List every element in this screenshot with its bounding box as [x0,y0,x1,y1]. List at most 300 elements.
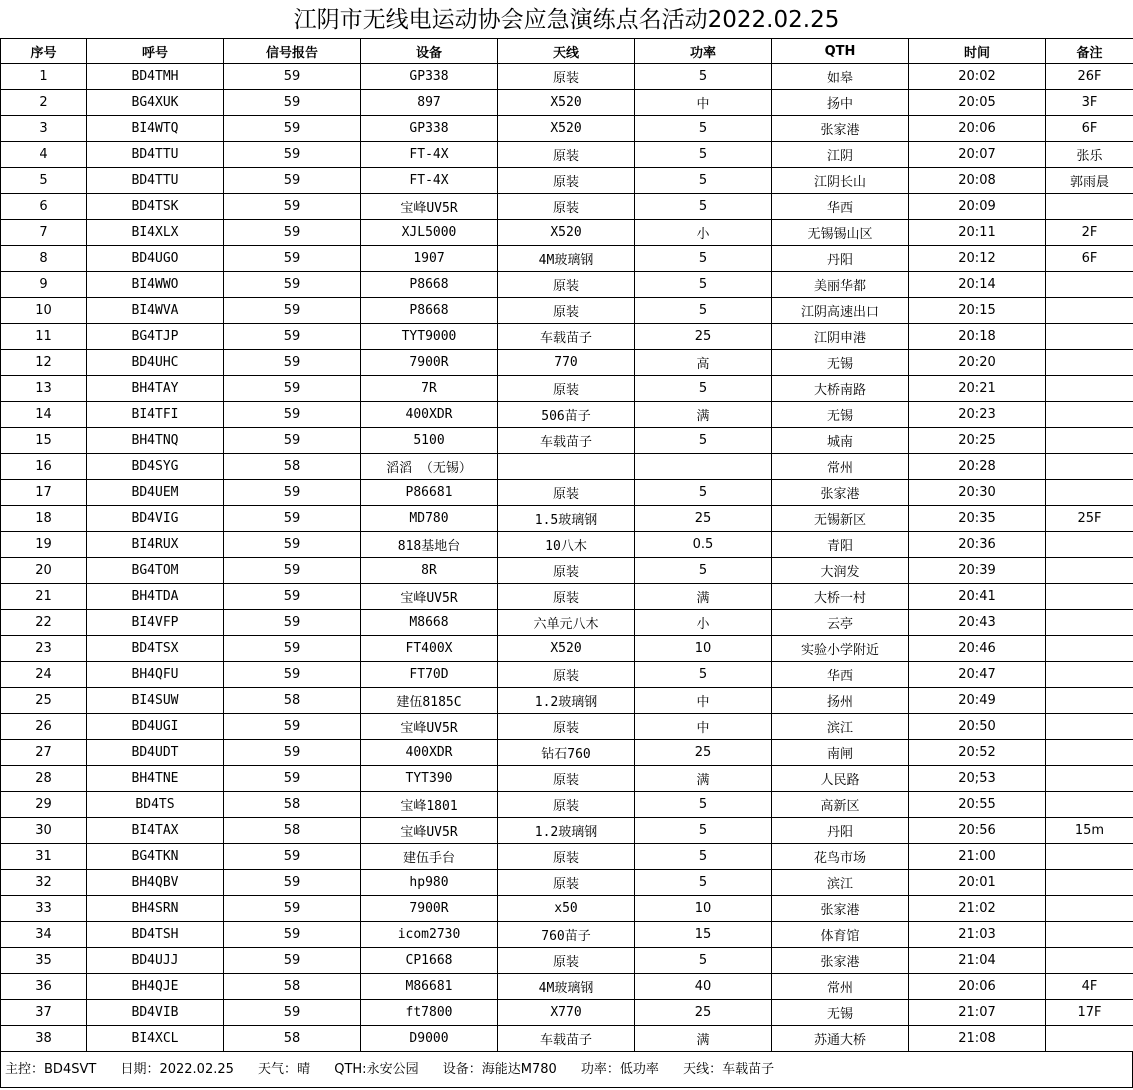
cell-remarks [1046,350,1133,376]
cell-time: 20:05 [909,90,1046,116]
cell-signal-report: 58 [224,818,361,844]
cell-callsign: BD4TTU [87,168,224,194]
cell-time: 20:52 [909,740,1046,766]
cell-index: 28 [1,766,87,792]
cell-qth: 城南 [772,428,909,454]
cell-power: 5 [635,142,772,168]
cell-remarks [1046,948,1133,974]
cell-remarks [1046,662,1133,688]
cell-qth: 常州 [772,974,909,1000]
cell-power: 5 [635,272,772,298]
cell-equipment: FT400X [361,636,498,662]
cell-signal-report: 59 [224,636,361,662]
col-header-time: 时间 [909,39,1046,64]
cell-remarks: 4F [1046,974,1133,1000]
cell-remarks [1046,194,1133,220]
cell-index: 22 [1,610,87,636]
cell-signal-report: 58 [224,1026,361,1052]
cell-callsign: BI4RUX [87,532,224,558]
table-row [1,506,1133,532]
cell-power: 小 [635,610,772,636]
cell-qth: 张家港 [772,116,909,142]
cell-qth: 体育馆 [772,922,909,948]
cell-qth: 江阴申港 [772,324,909,350]
cell-power: 5 [635,792,772,818]
cell-antenna: 原装 [498,558,635,584]
cell-power: 中 [635,688,772,714]
col-header-signal-report: 信号报告 [224,39,361,64]
cell-remarks [1046,376,1133,402]
cell-remarks: 3F [1046,90,1133,116]
cell-callsign: BD4TS [87,792,224,818]
cell-qth: 无锡新区 [772,506,909,532]
footer-qth-label: QTH: [334,1062,367,1077]
cell-antenna: 770 [498,350,635,376]
cell-signal-report: 59 [224,870,361,896]
cell-index: 10 [1,298,87,324]
cell-power: 5 [635,844,772,870]
cell-power: 5 [635,116,772,142]
cell-antenna: 原装 [498,142,635,168]
cell-remarks: 2F [1046,220,1133,246]
cell-callsign: BH4TAY [87,376,224,402]
cell-remarks [1046,454,1133,480]
cell-equipment: FT-4X [361,142,498,168]
table-row [1,818,1133,844]
cell-callsign: BI4WVA [87,298,224,324]
cell-power: 5 [635,298,772,324]
cell-index: 25 [1,688,87,714]
cell-remarks: 26F [1046,64,1133,90]
cell-equipment: GP338 [361,116,498,142]
cell-antenna: X520 [498,636,635,662]
cell-time: 21:03 [909,922,1046,948]
cell-power: 15 [635,922,772,948]
cell-antenna: 六单元八木 [498,610,635,636]
footer-weather-label: 天气： [258,1062,298,1077]
cell-equipment: M86681 [361,974,498,1000]
cell-remarks [1046,402,1133,428]
cell-remarks [1046,792,1133,818]
cell-callsign: BH4TDA [87,584,224,610]
table-row [1,194,1133,220]
cell-power: 满 [635,766,772,792]
cell-time: 20:50 [909,714,1046,740]
cell-antenna: 760苗子 [498,922,635,948]
cell-antenna: 原装 [498,714,635,740]
cell-qth: 人民路 [772,766,909,792]
cell-time: 21:00 [909,844,1046,870]
sheet-title: 江阴市无线电运动协会应急演练点名活动2022.02.25 [293,7,840,33]
cell-equipment: hp980 [361,870,498,896]
cell-time: 20:30 [909,480,1046,506]
cell-signal-report: 59 [224,350,361,376]
cell-remarks [1046,844,1133,870]
cell-signal-report: 58 [224,688,361,714]
cell-power: 小 [635,220,772,246]
cell-time: 20:56 [909,818,1046,844]
cell-antenna: 1.5玻璃钢 [498,506,635,532]
cell-remarks [1046,740,1133,766]
table-row [1,974,1133,1000]
cell-index: 37 [1,1000,87,1026]
cell-qth: 华西 [772,194,909,220]
cell-time: 20:39 [909,558,1046,584]
cell-time: 20:21 [909,376,1046,402]
cell-signal-report: 59 [224,168,361,194]
cell-power: 高 [635,350,772,376]
cell-time: 20:12 [909,246,1046,272]
cell-equipment: TYT9000 [361,324,498,350]
cell-equipment: 400XDR [361,740,498,766]
cell-power: 5 [635,818,772,844]
cell-signal-report: 59 [224,324,361,350]
cell-qth: 华西 [772,662,909,688]
cell-power: 满 [635,1026,772,1052]
cell-signal-report: 59 [224,740,361,766]
cell-equipment: GP338 [361,64,498,90]
cell-time: 20:09 [909,194,1046,220]
cell-equipment: 1907 [361,246,498,272]
cell-callsign: BD4TSX [87,636,224,662]
cell-equipment: CP1668 [361,948,498,974]
cell-callsign: BI4VFP [87,610,224,636]
cell-signal-report: 59 [224,766,361,792]
table-row [1,1000,1133,1026]
cell-time: 20:20 [909,350,1046,376]
cell-equipment: FT-4X [361,168,498,194]
cell-index: 11 [1,324,87,350]
cell-index: 27 [1,740,87,766]
table-row [1,792,1133,818]
cell-remarks [1046,610,1133,636]
cell-antenna: 1.2玻璃钢 [498,818,635,844]
cell-index: 15 [1,428,87,454]
table-row [1,90,1133,116]
cell-qth: 无锡锡山区 [772,220,909,246]
cell-callsign: BD4UGI [87,714,224,740]
cell-index: 17 [1,480,87,506]
cell-time: 20:11 [909,220,1046,246]
table-row [1,948,1133,974]
table-row [1,688,1133,714]
table-row [1,324,1133,350]
cell-equipment: 宝峰UV5R [361,584,498,610]
cell-signal-report: 59 [224,584,361,610]
cell-callsign: BI4WWO [87,272,224,298]
table-row [1,870,1133,896]
cell-callsign: BD4UEM [87,480,224,506]
cell-qth: 张家港 [772,948,909,974]
cell-callsign: BI4TAX [87,818,224,844]
table-row [1,272,1133,298]
cell-qth: 大润发 [772,558,909,584]
cell-time: 21:04 [909,948,1046,974]
cell-antenna: 原装 [498,298,635,324]
cell-signal-report: 59 [224,142,361,168]
cell-index: 13 [1,376,87,402]
cell-signal-report: 59 [224,558,361,584]
cell-antenna: 钻石760 [498,740,635,766]
table-row [1,298,1133,324]
cell-callsign: BI4SUW [87,688,224,714]
cell-qth: 丹阳 [772,246,909,272]
cell-power: 5 [635,870,772,896]
cell-qth: 张家港 [772,896,909,922]
cell-power: 40 [635,974,772,1000]
cell-index: 26 [1,714,87,740]
table-row [1,896,1133,922]
cell-callsign: BD4UGO [87,246,224,272]
cell-power: 满 [635,584,772,610]
table-row [1,584,1133,610]
col-header-qth: QTH [772,39,909,64]
cell-equipment: 建伍8185C [361,688,498,714]
cell-qth: 大桥南路 [772,376,909,402]
cell-power: 5 [635,168,772,194]
cell-equipment: 7900R [361,896,498,922]
cell-remarks: 6F [1046,246,1133,272]
cell-power: 5 [635,662,772,688]
cell-power: 5 [635,376,772,402]
cell-callsign: BI4TFI [87,402,224,428]
cell-time: 20:01 [909,870,1046,896]
cell-antenna: 车载苗子 [498,324,635,350]
cell-antenna: 原装 [498,480,635,506]
cell-antenna: 原装 [498,766,635,792]
cell-power: 25 [635,324,772,350]
footer-weather: 晴 [297,1062,311,1077]
cell-remarks [1046,688,1133,714]
cell-signal-report: 59 [224,1000,361,1026]
cell-time: 20:55 [909,792,1046,818]
cell-signal-report: 59 [224,272,361,298]
cell-power: 25 [635,740,772,766]
cell-index: 9 [1,272,87,298]
cell-qth: 大桥一村 [772,584,909,610]
cell-remarks: 15m [1046,818,1133,844]
cell-index: 4 [1,142,87,168]
cell-qth: 美丽华都 [772,272,909,298]
cell-signal-report: 59 [224,402,361,428]
cell-signal-report: 59 [224,714,361,740]
cell-remarks [1046,298,1133,324]
cell-time: 20:47 [909,662,1046,688]
cell-remarks: 郭雨晨 [1046,168,1133,194]
cell-callsign: BD4UDT [87,740,224,766]
cell-qth: 扬中 [772,90,909,116]
cell-antenna: 原装 [498,584,635,610]
cell-qth: 滨江 [772,870,909,896]
cell-signal-report: 59 [224,610,361,636]
cell-callsign: BH4TNQ [87,428,224,454]
cell-remarks [1046,480,1133,506]
cell-callsign: BG4TOM [87,558,224,584]
cell-index: 32 [1,870,87,896]
cell-time: 20:18 [909,324,1046,350]
cell-equipment: P8668 [361,298,498,324]
cell-antenna: X770 [498,1000,635,1026]
cell-equipment: FT70D [361,662,498,688]
cell-signal-report: 59 [224,948,361,974]
cell-index: 33 [1,896,87,922]
cell-equipment: icom2730 [361,922,498,948]
cell-antenna: X520 [498,90,635,116]
cell-callsign: BD4VIG [87,506,224,532]
cell-remarks [1046,324,1133,350]
cell-antenna: 506苗子 [498,402,635,428]
cell-antenna: 原装 [498,272,635,298]
cell-power: 25 [635,506,772,532]
cell-remarks [1046,1026,1133,1052]
footer-date: 2022.02.25 [159,1062,234,1077]
table-row [1,766,1133,792]
cell-power: 0.5 [635,532,772,558]
cell-antenna: 原装 [498,376,635,402]
cell-antenna: 4M玻璃钢 [498,974,635,1000]
cell-signal-report: 59 [224,506,361,532]
footer-host-label: 主控： [5,1062,45,1077]
cell-callsign: BG4XUK [87,90,224,116]
cell-remarks: 张乐 [1046,142,1133,168]
footer-power-label: 功率： [580,1062,620,1077]
cell-remarks [1046,896,1133,922]
cell-power: 5 [635,480,772,506]
cell-callsign: BI4WTQ [87,116,224,142]
cell-antenna: 原装 [498,792,635,818]
cell-qth: 张家港 [772,480,909,506]
cell-time: 21:02 [909,896,1046,922]
cell-remarks [1046,636,1133,662]
cell-signal-report: 58 [224,974,361,1000]
cell-signal-report: 59 [224,298,361,324]
cell-signal-report: 59 [224,844,361,870]
cell-antenna: 10八木 [498,532,635,558]
cell-callsign: BH4QJE [87,974,224,1000]
cell-callsign: BG4TJP [87,324,224,350]
cell-signal-report: 59 [224,376,361,402]
cell-time: 20:41 [909,584,1046,610]
cell-power: 5 [635,428,772,454]
cell-signal-report: 59 [224,428,361,454]
footer-power: 低功率 [619,1062,659,1077]
cell-qth: 无锡 [772,1000,909,1026]
cell-signal-report: 59 [224,194,361,220]
cell-equipment: P8668 [361,272,498,298]
table-row [1,662,1133,688]
table-row [1,844,1133,870]
cell-time: 20:06 [909,974,1046,1000]
cell-signal-report: 59 [224,90,361,116]
cell-qth: 无锡 [772,402,909,428]
cell-equipment: P86681 [361,480,498,506]
cell-callsign: BH4SRN [87,896,224,922]
cell-equipment: XJL5000 [361,220,498,246]
footer-summary [0,1052,1133,1088]
cell-qth: 滨江 [772,714,909,740]
cell-time: 20:02 [909,64,1046,90]
cell-callsign: BD4SYG [87,454,224,480]
col-header-power: 功率 [635,39,772,64]
cell-signal-report: 59 [224,246,361,272]
cell-index: 19 [1,532,87,558]
cell-qth: 实验小学附近 [772,636,909,662]
cell-equipment: 宝峰1801 [361,792,498,818]
cell-signal-report: 59 [224,116,361,142]
cell-qth: 常州 [772,454,909,480]
cell-qth: 云亭 [772,610,909,636]
cell-index: 1 [1,64,87,90]
header-row [1,39,1133,64]
cell-remarks [1046,272,1133,298]
footer-host: BD4SVT [44,1062,97,1077]
cell-power: 5 [635,948,772,974]
cell-qth: 江阴 [772,142,909,168]
cell-time: 20:23 [909,402,1046,428]
cell-signal-report: 58 [224,454,361,480]
cell-power: 5 [635,558,772,584]
cell-index: 5 [1,168,87,194]
cell-equipment: M8668 [361,610,498,636]
cell-equipment: 建伍手台 [361,844,498,870]
checkin-table [0,38,1133,1052]
cell-remarks [1046,766,1133,792]
col-header-index: 序号 [1,39,87,64]
table-row [1,636,1133,662]
cell-time: 20:46 [909,636,1046,662]
cell-antenna: 原装 [498,194,635,220]
cell-remarks [1046,532,1133,558]
footer-equip: 海能达M780 [481,1062,557,1077]
cell-power: 10 [635,896,772,922]
cell-index: 16 [1,454,87,480]
cell-index: 6 [1,194,87,220]
cell-time: 21:08 [909,1026,1046,1052]
cell-index: 35 [1,948,87,974]
cell-index: 20 [1,558,87,584]
cell-equipment: 7900R [361,350,498,376]
cell-antenna: 4M玻璃钢 [498,246,635,272]
cell-qth: 丹阳 [772,818,909,844]
cell-time: 20:49 [909,688,1046,714]
table-row [1,64,1133,90]
cell-callsign: BD4TSK [87,194,224,220]
cell-remarks: 17F [1046,1000,1133,1026]
cell-remarks [1046,428,1133,454]
cell-antenna: 1.2玻璃钢 [498,688,635,714]
cell-antenna: X520 [498,116,635,142]
cell-callsign: BD4VIB [87,1000,224,1026]
cell-index: 7 [1,220,87,246]
footer-date-label: 日期： [120,1062,160,1077]
cell-callsign: BD4UJJ [87,948,224,974]
cell-callsign: BD4TSH [87,922,224,948]
cell-qth: 扬州 [772,688,909,714]
cell-time: 20:36 [909,532,1046,558]
table-row [1,1026,1133,1052]
cell-antenna: 原装 [498,870,635,896]
cell-signal-report: 59 [224,220,361,246]
cell-time: 20:08 [909,168,1046,194]
table-row [1,402,1133,428]
cell-time: 20:07 [909,142,1046,168]
cell-qth: 南闸 [772,740,909,766]
cell-index: 12 [1,350,87,376]
cell-callsign: BD4TMH [87,64,224,90]
cell-signal-report: 59 [224,662,361,688]
cell-power: 5 [635,246,772,272]
cell-qth: 无锡 [772,350,909,376]
